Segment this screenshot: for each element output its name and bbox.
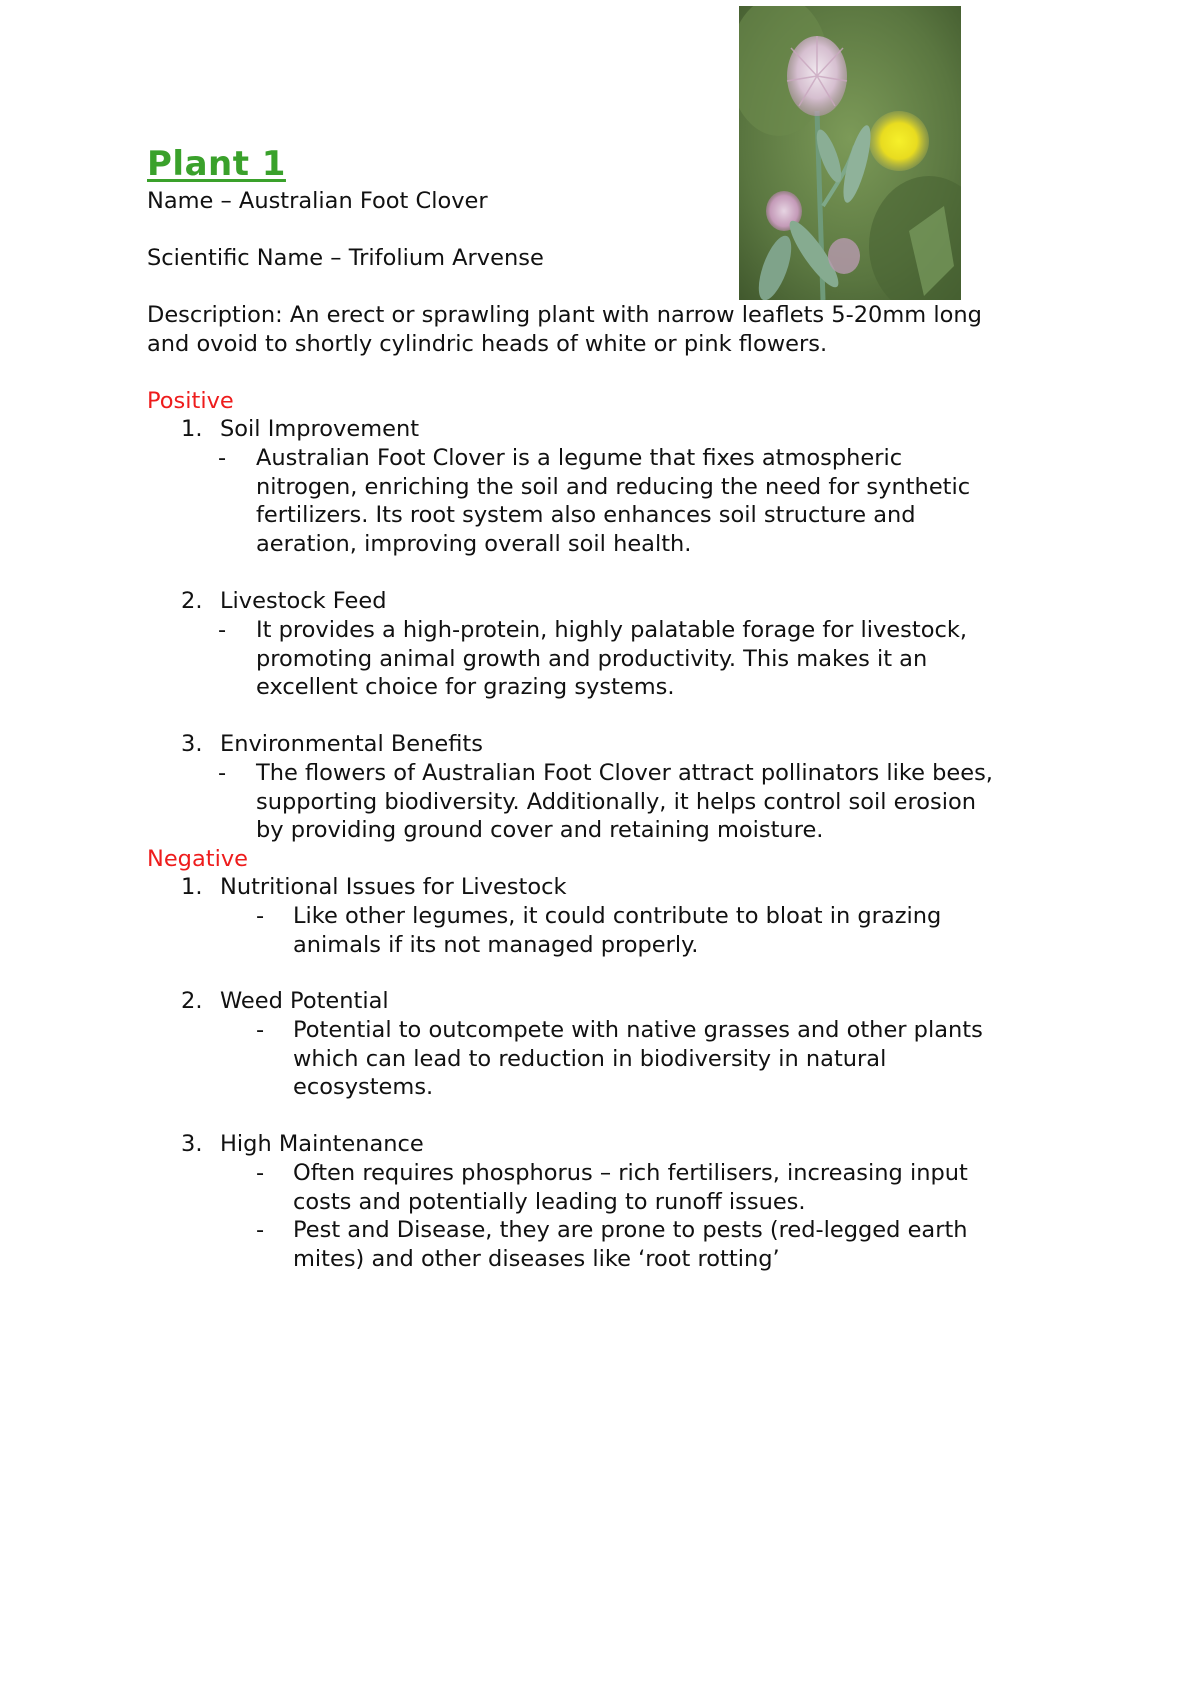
negative-item-2-bullet <box>293 1016 1083 1102</box>
negative-item-1-bullet <box>293 902 1083 959</box>
bullet-line: which can lead to reduction in biodiversity in natural <box>293 1045 887 1072</box>
negative-item-1-number: 1. <box>181 874 203 900</box>
bullet-line: costs and potentially leading to runoff issues. <box>293 1188 806 1215</box>
negative-heading: Negative <box>147 846 248 872</box>
bullet-line: supporting biodiversity. Additionally, it helps control soil erosion <box>256 788 976 815</box>
positive-item-2-bullet <box>256 616 1076 702</box>
positive-item-1-title: Soil Improvement <box>220 416 420 442</box>
bullet-line: animals if its not managed properly. <box>293 931 699 958</box>
negative-item-1-title: Nutritional Issues for Livestock <box>220 874 567 900</box>
description-line-1: Description: An erect or sprawling plant with narrow leaflets 5-20mm long <box>147 302 982 328</box>
positive-item-3-title: Environmental Benefits <box>220 731 483 757</box>
bullet-line: It provides a high-protein, highly palatable forage for livestock, <box>256 617 968 643</box>
description-line-2: and ovoid to shortly cylindric heads of white or pink flowers. <box>147 331 828 357</box>
bullet-dash: - <box>218 760 227 786</box>
positive-item-1-number: 1. <box>181 416 203 442</box>
bullet-line: ecosystems. <box>293 1074 434 1100</box>
negative-item-2-title: Weed Potential <box>220 988 389 1014</box>
bullet-line: aeration, improving overall soil health. <box>256 530 692 557</box>
bullet-dash: - <box>218 445 227 471</box>
bullet-dash: - <box>218 617 227 643</box>
bullet-line: The flowers of Australian Foot Clover attract pollinators like bees, <box>256 760 993 786</box>
bullet-line: fertilizers. Its root system also enhances soil structure and <box>256 502 916 528</box>
bullet-line: Often requires phosphorus – rich fertilisers, increasing input <box>293 1160 968 1186</box>
clover-flower-photo <box>739 6 961 300</box>
page-title: Plant 1 <box>147 144 286 184</box>
bullet-line: excellent choice for grazing systems. <box>256 674 675 700</box>
positive-item-3-number: 3. <box>181 731 203 757</box>
positive-item-1-bullet <box>256 444 1076 558</box>
positive-item-2-number: 2. <box>181 588 203 614</box>
bullet-line: promoting animal growth and productivity. This makes it an <box>256 645 928 672</box>
bullet-line: Potential to outcompete with native grasses and other plants <box>293 1017 983 1043</box>
bullet-line: Australian Foot Clover is a legume that fixes atmospheric <box>256 445 903 471</box>
bullet-dash: - <box>256 1217 265 1243</box>
bullet-dash: - <box>256 1017 265 1043</box>
plant-name: Name – Australian Foot Clover <box>147 188 488 214</box>
bullet-line: nitrogen, enriching the soil and reducing the need for synthetic <box>256 473 971 500</box>
positive-heading: Positive <box>147 388 234 414</box>
bullet-line: mites) and other diseases like ‘root rotting’ <box>293 1245 780 1272</box>
bullet-dash: - <box>256 903 265 929</box>
negative-item-3-title: High Maintenance <box>220 1131 424 1157</box>
scientific-name: Scientific Name – Trifolium Arvense <box>147 245 544 271</box>
negative-item-3-bullet-2 <box>293 1216 1083 1273</box>
bullet-dash: - <box>256 1160 265 1186</box>
positive-item-2-title: Livestock Feed <box>220 588 387 614</box>
bullet-line: by providing ground cover and retaining moisture. <box>256 817 824 843</box>
negative-item-2-number: 2. <box>181 988 203 1014</box>
negative-item-3-number: 3. <box>181 1131 203 1157</box>
negative-item-3-bullet-1 <box>293 1159 1083 1216</box>
bullet-line: Like other legumes, it could contribute to bloat in grazing <box>293 903 942 929</box>
bullet-line: Pest and Disease, they are prone to pests (red-legged earth <box>293 1217 968 1243</box>
positive-item-3-bullet <box>256 759 1076 845</box>
